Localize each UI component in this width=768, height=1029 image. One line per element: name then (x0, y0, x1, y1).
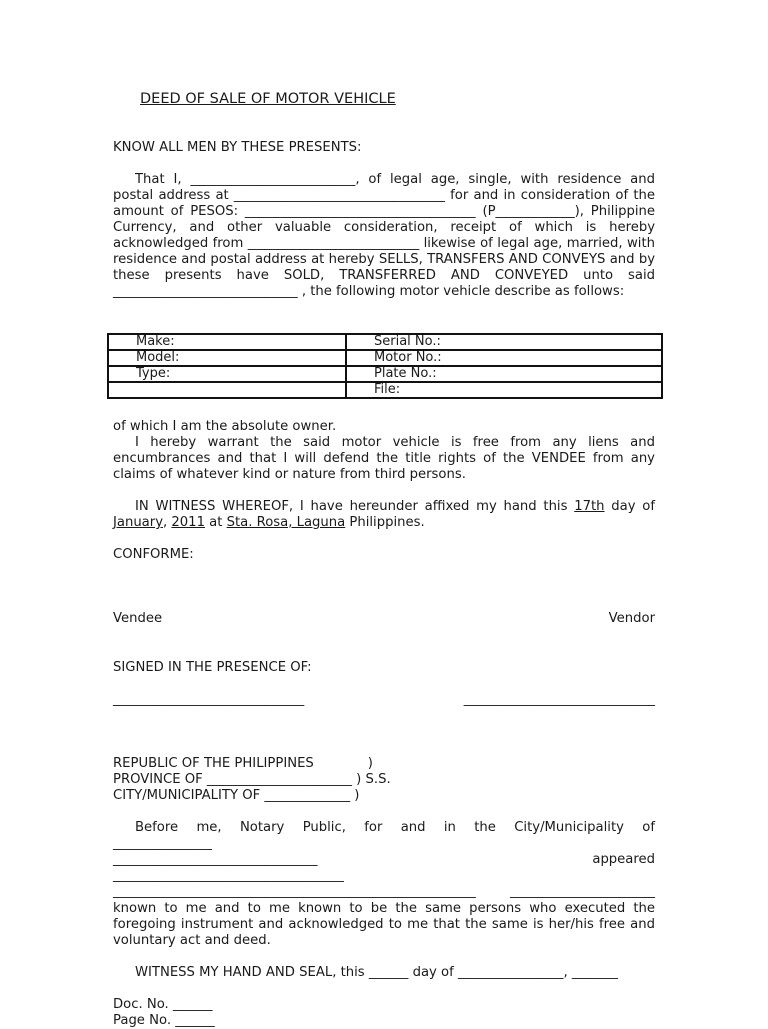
table-row (108, 350, 662, 366)
vendee-label: Vendee (113, 611, 163, 626)
notary-blank-3: ___________________________________ (113, 868, 344, 883)
document-title: DEED OF SALE OF MOTOR VEHICLE (140, 91, 396, 107)
table-cell-empty (108, 382, 346, 398)
witness-paragraph: IN WITNESS WHEREOF, I have hereunder affixed my hand this 17th day of January, 2011 at Sta. Rosa, Laguna Philippines. (113, 499, 655, 530)
vehicle-details-table (107, 333, 663, 399)
body-paragraph: That I, _________________________, of legal age, single, with residence and postal address at ________________________________ for and in consideration of the amount of PESOS: ___________________________________ (P____________), Philippine Currency, and other valuable consideration, receipt of which is hereby acknowledged from __________________________ likewise of legal age, married, with residence and postal address at hereby SELLS, TRANSFERS AND CONVEYS and by these presents have SOLD, TRANSFERRED AND CONVEYED unto said ____________________________ , the following motor vehicle describe as follows: (113, 172, 655, 299)
intro-line: KNOW ALL MEN BY THESE PRESENTS: (113, 140, 362, 155)
city-line: CITY/MUNICIPALITY OF _____________ ) (113, 788, 360, 803)
witness-month: January (113, 515, 163, 530)
owner-line: of which I am the absolute owner. (113, 419, 337, 434)
table-cell-file: File: (346, 382, 662, 398)
table-row (108, 382, 662, 398)
table-row (108, 334, 662, 350)
notary-lead: Before me, Notary Public, for and in the City/Municipality of (135, 820, 655, 835)
witness-year: 2011 (171, 515, 205, 530)
appeared-label: appeared (592, 852, 655, 867)
notary-blank-2: _______________________________ (113, 852, 318, 867)
vendor-label: Vendor (608, 611, 655, 626)
table-cell-model: Model: (108, 350, 346, 366)
table-row (108, 366, 662, 382)
notary-blank-row (113, 884, 655, 899)
signed-presence-label: SIGNED IN THE PRESENCE OF: (113, 660, 312, 675)
known-paragraph: known to me and to me known to be the same persons who executed the foregoing instrument and acknowledged to me that the same is her/his free and voluntary act and deed. (113, 901, 655, 948)
warranty-paragraph: I hereby warrant the said motor vehicle is free from any liens and encumbrances and that I will defend the title rights of the VENDEE from any claims of whatever kind or nature from third persons. (113, 435, 655, 482)
witness-signature-lines (113, 692, 655, 707)
page-no: Page No. ______ (113, 1013, 215, 1028)
notary-blank-4a: _______________________________________________________ (113, 884, 476, 899)
witness-line-left: _____________________________ (113, 692, 305, 707)
table-cell-serial-no: Serial No.: (346, 334, 662, 350)
conforme-label: CONFORME: (113, 547, 194, 562)
notary-blank-4b: ______________________ (509, 884, 655, 899)
signatories-row (113, 611, 655, 626)
witness-place: Sta. Rosa, Laguna (226, 515, 346, 530)
notary-blank-1: _______________ (113, 836, 212, 851)
table-cell-plate-no: Plate No.: (346, 366, 662, 382)
table-cell-motor-no: Motor No.: (346, 350, 662, 366)
table-cell-type: Type: (108, 366, 346, 382)
province-line: PROVINCE OF ______________________ ) S.S. (113, 772, 391, 787)
table-cell-make: Make: (108, 334, 346, 350)
witness-line-right: _____________________________ (463, 692, 655, 707)
witness-day: 17th (574, 499, 605, 514)
republic-line: REPUBLIC OF THE PHILIPPINES ) (113, 756, 373, 771)
notary-appeared-row (113, 852, 655, 867)
seal-line: WITNESS MY HAND AND SEAL, this ______ day of ________________, _______ (135, 965, 618, 980)
doc-no: Doc. No. ______ (113, 997, 213, 1012)
